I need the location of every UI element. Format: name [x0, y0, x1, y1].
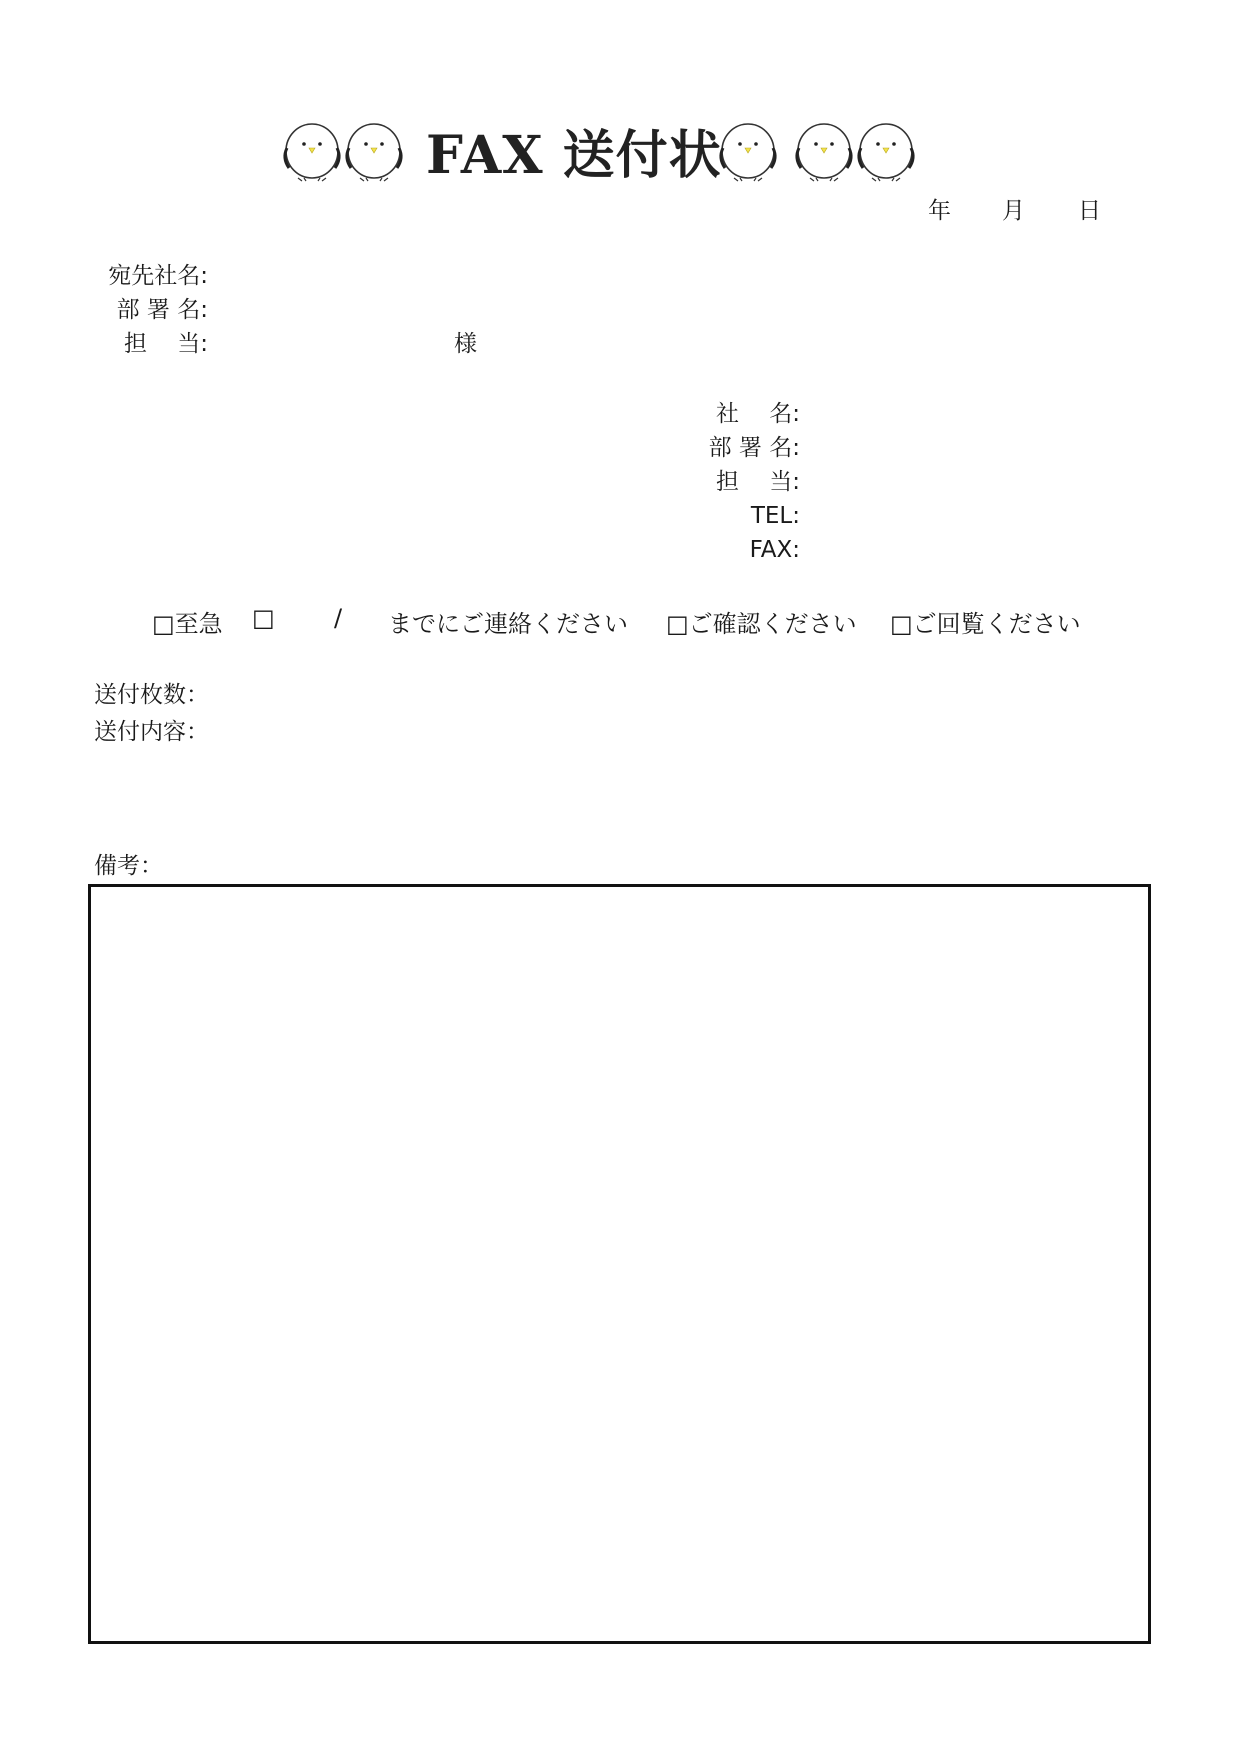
sender-tel-label: TEL:: [750, 503, 800, 529]
notes-box[interactable]: [88, 884, 1151, 1644]
date-row: [920, 192, 1120, 226]
sender-block: [620, 397, 800, 567]
sender-fax-label: FAX:: [749, 537, 800, 563]
sender-tel-line: [620, 499, 800, 533]
page-title: FAX 送付状: [426, 125, 722, 186]
chick-icon: [342, 118, 406, 184]
send-info-block: [94, 677, 394, 751]
sender-person-label: 担 当:: [715, 469, 800, 495]
by-date-checkbox[interactable]: □: [252, 604, 275, 632]
urgent-checkbox[interactable]: □至急: [152, 610, 223, 638]
contents-label: 送付内容：: [94, 719, 209, 745]
sender-fax-line: [620, 533, 800, 567]
sender-department-label: 部 署 名:: [708, 435, 800, 461]
pages-label: 送付枚数：: [94, 682, 209, 708]
chick-icon: [280, 118, 344, 184]
please-circulate-checkbox[interactable]: □ご回覧ください: [890, 610, 1081, 638]
sender-company-line: [620, 397, 800, 431]
recipient-company-line: [100, 259, 520, 293]
chick-icon: [716, 118, 780, 184]
contact-by-label: までにご連絡ください: [388, 610, 628, 638]
date-year-label: 年: [928, 198, 951, 224]
please-confirm-checkbox[interactable]: □ご確認ください: [666, 610, 857, 638]
options-row: [150, 604, 1110, 640]
sender-person-line: [620, 465, 800, 499]
recipient-company-label: 宛先社名:: [108, 263, 208, 289]
recipient-person-label: 担 当:: [123, 331, 208, 357]
recipient-department-label: 部 署 名:: [116, 297, 208, 323]
notes-label: 備考：: [94, 853, 163, 879]
recipient-person-line: [100, 327, 520, 361]
title-row: [0, 118, 1240, 198]
date-month-label: 月: [1002, 198, 1025, 224]
date-day-label: 日: [1078, 198, 1101, 224]
recipient-department-line: [100, 293, 520, 327]
chick-icon: [854, 118, 918, 184]
sender-department-line: [620, 431, 800, 465]
honorific-label: 様: [454, 331, 477, 357]
sender-company-label: 社 名:: [715, 401, 800, 427]
date-slash: /: [334, 604, 343, 632]
chick-icon: [792, 118, 856, 184]
recipient-block: [100, 259, 520, 361]
